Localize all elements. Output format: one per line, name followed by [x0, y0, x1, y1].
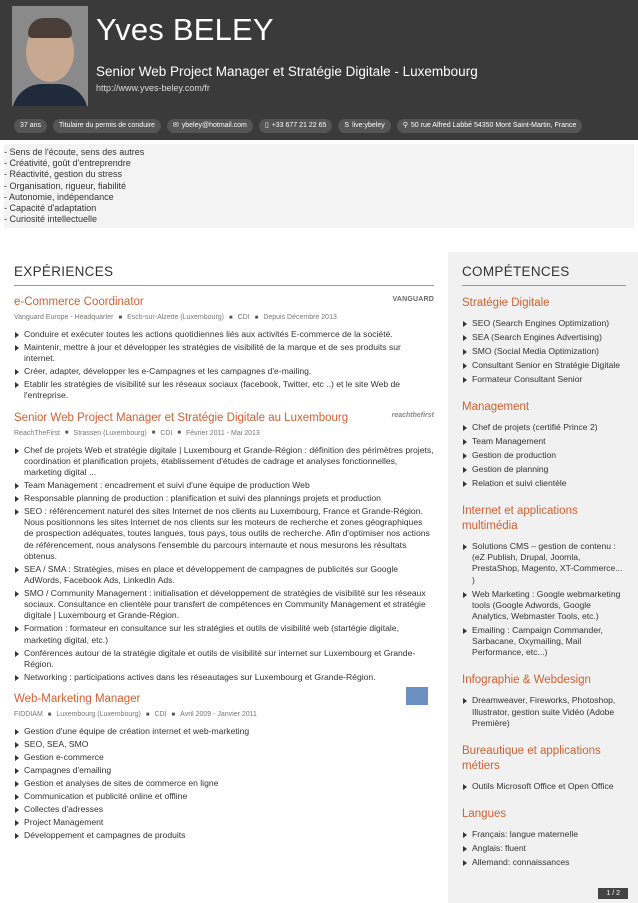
category-spacer — [462, 871, 626, 879]
quality-item: - Curiosité intellectuelle — [4, 214, 98, 225]
job-bullet: Responsable planning de production : planification et suivi des plannings projets et production — [14, 493, 434, 504]
skill-item: Chef de projets (certifié Prince 2) — [462, 422, 626, 433]
separator-dot: ■ — [254, 314, 259, 321]
experiences-section — [14, 264, 434, 851]
info-chip — [14, 119, 47, 133]
company-logo: reachthefirst — [391, 411, 434, 419]
person-name: Yves BELEY — [96, 12, 274, 47]
separator-dot: ■ — [229, 314, 233, 321]
skill-list — [462, 422, 626, 489]
job-entry — [14, 693, 434, 841]
job-contract: CDI — [160, 429, 173, 437]
envelope-icon: ✉ — [172, 122, 179, 129]
job-bullet: Team Management : encadrement et suivi d'une équipe de production Web — [14, 480, 434, 491]
job-bullet: Collectes d'adresses — [14, 804, 434, 815]
quality-item: - Sens de l'écoute, sens des autres — [4, 147, 145, 157]
job-bullet: Communication et publicité online et offline — [14, 791, 434, 802]
photo-hair — [28, 18, 72, 38]
skill-item: Team Management — [462, 436, 626, 447]
job-bullet: Chef de projets Web et stratégie digitale | Luxembourg et Grande-Région : définition des périmètres projets, coordination et planification projets, établissement d'études de cadrage et analyses fonctionnelles, marketing digital ... — [14, 445, 434, 479]
quality-item: - Créativité, goût d'entreprendre — [4, 158, 131, 169]
job-location: Luxembourg (Luxembourg) — [56, 711, 141, 719]
job-dates: Avril 2009 - Janvier 2011 — [180, 711, 257, 719]
category-spacer — [462, 388, 626, 396]
phone-icon: ▯ — [264, 122, 269, 129]
job-meta — [14, 711, 434, 718]
job-contract: CDI — [237, 314, 250, 321]
skills-categories — [462, 296, 626, 879]
skill-item: Relation et suivi clientèle — [462, 478, 626, 489]
headline: Senior Web Project Manager et Stratégie Digitale - Luxembourg — [96, 64, 478, 79]
separator-dot: ■ — [177, 430, 181, 437]
job-dates: Février 2011 - Mai 2013 — [186, 429, 260, 437]
job-bullet: Gestion d'une équipe de création internet et web-marketing — [14, 726, 434, 737]
job-company: ReachTheFirst — [14, 429, 60, 437]
skill-item: Gestion de planning — [462, 464, 626, 475]
info-chip — [397, 119, 583, 133]
job-bullet: SEO, SEA, SMO — [14, 739, 434, 750]
job-bullet: Conduire et exécuter toutes les actions quotidiennes liés aux activités E-commerce de la société. — [14, 329, 434, 340]
quality-item: - Organisation, rigueur, fiabilité — [4, 180, 127, 191]
info-text: 37 ans — [20, 122, 42, 129]
skills-section — [448, 252, 638, 903]
website-link[interactable]: http://www.yves-beley.com/fr — [96, 83, 210, 93]
quality-item: - Capacité d'adaptation — [4, 203, 97, 214]
job-location: Esch-sur-Alzette (Luxembourg) — [127, 314, 224, 321]
qualities-list — [4, 144, 634, 228]
info-chip — [259, 119, 333, 133]
category-spacer — [462, 732, 626, 740]
experiences-title: EXPÉRIENCES — [14, 264, 434, 286]
job-bullet: Développement et campagnes de produits — [14, 830, 434, 841]
info-text: +33 677 21 22 65 — [271, 122, 327, 129]
separator-dot: ■ — [118, 314, 123, 321]
job-dates: Depuis Décembre 2013 — [263, 314, 337, 321]
job-contract: CDI — [154, 711, 167, 719]
job-bullet: Formation : formateur en consultance sur les stratégies et outils de visibilité web (startégie digitale, marketing digital, etc.) — [14, 623, 434, 645]
page-number: 1 / 2 — [598, 888, 628, 899]
job-entry — [14, 412, 434, 683]
job-title: Web-Marketing Manager — [14, 693, 141, 706]
job-bullets — [14, 329, 434, 402]
job-bullet: SEO : référencement naturel des sites Internet de nos clients au Luxembourg, France et Grande-Région. Nous positionnons les sites Internet de nos clients sur les moteurs de recherche et zones géographiques de prospection adéquates, toutes langues, tous pays, tous outils de recherche. Afin d'optimiser nos actions de référencement, nous analysons l'ensemble du parcours internaute et nous mesurons les résultats obtenus. — [14, 506, 434, 562]
skill-list — [462, 541, 626, 659]
photo-shirt — [12, 84, 88, 106]
skill-item: Français: langue maternelle — [462, 829, 626, 840]
skill-item: Web Marketing : Google webmarketing tools (Google Adwords, Google Analytics, Webmaster Tools, etc.) — [462, 589, 626, 623]
jobs-list — [14, 296, 434, 841]
quality-item: - Autonomie, indépendance — [4, 191, 114, 202]
job-bullet: Etablir les stratégies de visibilité sur les réseaux sociaux (facebook, Twitter, etc ..) et le site Web de l'entreprise. — [14, 379, 434, 401]
job-company: Vanguard Europe - Headquarter — [14, 314, 114, 321]
info-text: Titulaire du permis de conduire — [59, 122, 155, 129]
job-bullet: Créer, adapter, développer les e-Campagnes et les campagnes d'e-mailing. — [14, 366, 434, 377]
job-bullets — [14, 726, 434, 841]
skype-icon: S — [344, 122, 350, 129]
info-chip — [167, 119, 253, 133]
skill-category-title: Langues — [462, 807, 507, 820]
job-meta — [14, 430, 434, 437]
job-title: e-Commerce Coordinator — [14, 296, 144, 308]
separator-dot: ■ — [64, 430, 69, 437]
skill-item: Emailing : Campaign Commander, Sarbacane, Oxymailing, Mail Performance, etc...) — [462, 625, 626, 659]
skill-category-title: Stratégie Digitale — [462, 297, 550, 309]
info-text: 50 rue Alfred Labbé 54350 Mont Saint-Martin, France — [410, 122, 577, 129]
job-meta — [14, 314, 434, 321]
skill-list — [462, 781, 626, 792]
job-bullets — [14, 445, 434, 683]
category-spacer — [462, 492, 626, 500]
job-bullet: Project Management — [14, 817, 434, 828]
job-bullet: Gestion et analyses de sites de commerce en ligne — [14, 778, 434, 789]
category-spacer — [462, 661, 626, 669]
skill-item: Anglais: fluent — [462, 843, 626, 854]
info-chip — [338, 119, 390, 133]
contact-info-bar — [14, 119, 582, 133]
job-title: Senior Web Project Manager et Stratégie Digitale au Luxembourg — [14, 411, 349, 424]
skills-title: COMPÉTENCES — [462, 264, 626, 286]
skill-item: Formateur Consultant Senior — [462, 374, 626, 385]
quality-item: - Réactivité, gestion du stress — [4, 169, 123, 180]
skill-category-title: Infographie & Webdesign — [462, 674, 591, 687]
location-icon: ⚲ — [402, 122, 408, 129]
separator-dot: ■ — [151, 430, 156, 437]
job-bullet: Maintenir, mettre à jour et développer les stratégies de visibilité de la marque et de ses produits sur internet. — [14, 342, 434, 364]
job-bullet: Conférences autour de la stratégie digitale et outils de visibilité sur internet sur Luxembourg et Grande-Région. — [14, 648, 434, 670]
job-bullet: Campagnes d'emailing — [14, 765, 434, 776]
profile-photo — [12, 6, 88, 106]
skill-category-title: Internet et applications multimédia — [462, 505, 578, 532]
job-bullet: SMO / Community Management : initialisation et développement de stratégies de visibilité sur les réseaux sociaux. Consultance en clientèle pour transfert de compétences en Community Management et stratégie digitale | Luxembourg et Grande-Région. — [14, 588, 434, 622]
category-spacer — [462, 795, 626, 803]
job-bullet: Networking : participations actives dans les réseautages sur Luxembourg et Grande-Région. — [14, 672, 434, 683]
job-bullet: SEA / SMA : Stratégies, mises en place et développement de campagnes de publicités sur Google AdWords, Facebook Ads, LinkedIn Ads. — [14, 564, 434, 586]
skill-item: Outils Microsoft Office et Open Office — [462, 781, 626, 792]
skill-item: Allemand: connaissances — [462, 857, 626, 868]
company-logo — [406, 687, 428, 705]
skill-category-title: Management — [462, 401, 530, 413]
skill-item: SEO (Search Engines Optimization) — [462, 318, 626, 329]
job-company: FIDDIAM — [14, 711, 43, 719]
skill-item: SEA (Search Engines Advertising) — [462, 332, 626, 343]
skill-item: Solutions CMS – gestion de contenu : (eZ Publish, Drupal, Joomla, PrestaShop, Magento, XT-Commerce... ) — [462, 541, 626, 586]
skill-item: Dreamweaver, Fireworks, Photoshop, Illustrator, gestion suite Vidéo (Adobe Première) — [462, 695, 626, 729]
job-entry — [14, 296, 434, 402]
skill-list — [462, 318, 626, 385]
info-text: ybeley@hotmail.com — [181, 122, 247, 129]
skill-item: Consultant Senior en Stratégie Digitale — [462, 360, 626, 371]
company-logo: VANGUARD — [392, 296, 434, 303]
separator-dot: ■ — [145, 711, 150, 718]
skill-list — [462, 829, 626, 868]
skill-item: SMO (Social Media Optimization) — [462, 346, 626, 357]
skill-category-title: Bureautique et applications métiers — [462, 744, 601, 772]
info-text: live:ybeley — [352, 122, 385, 129]
job-location: Strassen (Luxembourg) — [73, 429, 147, 437]
separator-dot: ■ — [47, 711, 52, 718]
info-chip — [53, 119, 161, 133]
separator-dot: ■ — [171, 711, 176, 718]
skill-item: Gestion de production — [462, 450, 626, 461]
skill-list — [462, 695, 626, 729]
job-bullet: Gestion e-commerce — [14, 752, 434, 763]
